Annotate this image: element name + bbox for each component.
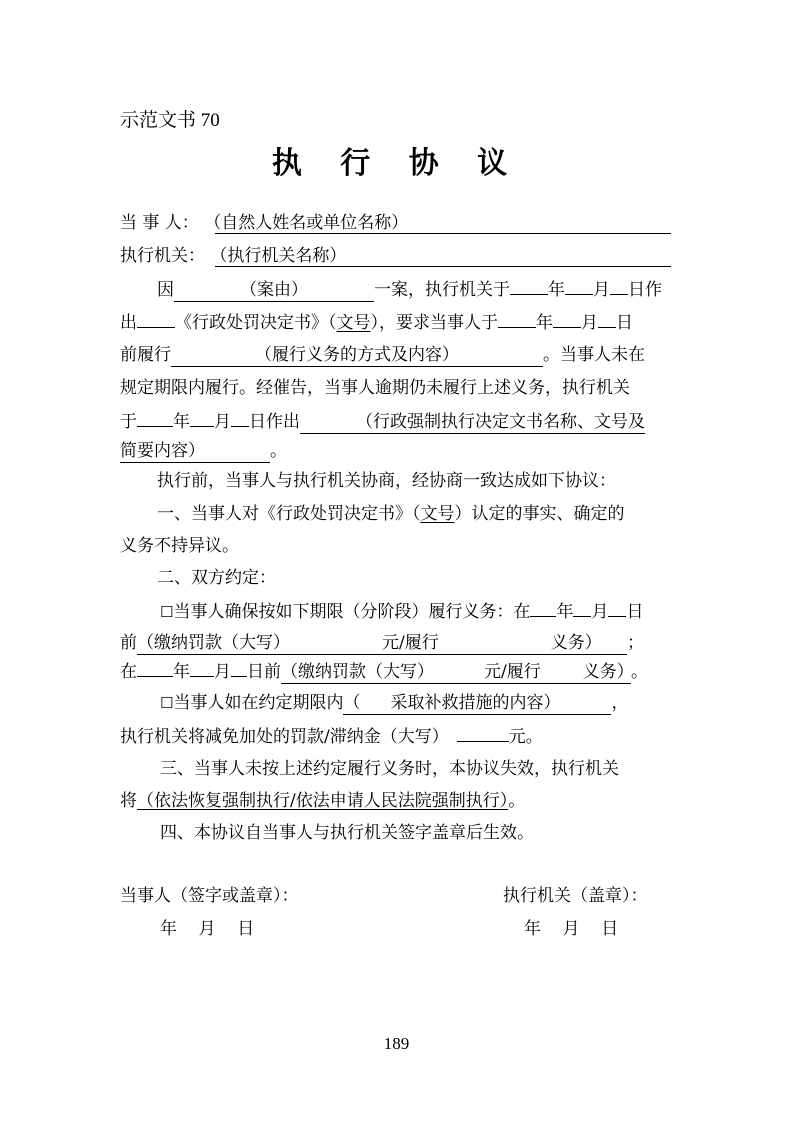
blank (231, 660, 247, 677)
p5-text: 。 (631, 662, 648, 682)
obligation-label: 义务） (582, 662, 634, 682)
blank (553, 311, 581, 328)
org-signature-label: 执行机关（盖章）： (503, 886, 648, 906)
party-date: 年 月 日 (160, 919, 255, 939)
p5-line3 (120, 660, 648, 684)
blank (457, 725, 509, 742)
p1-text: 因 (157, 280, 174, 300)
p5-text: 在 (120, 662, 137, 682)
p1-text: 日作出 (249, 412, 300, 432)
p1-text: 出 (120, 313, 137, 333)
p1-text: 一案，执行机关于 (374, 280, 510, 300)
p1-line4: 规定期限内履行。经催告，当事人逾期仍未履行上述义务，执行机关 (120, 378, 630, 398)
p1-text: 《行政处罚决定书》（ (175, 313, 337, 333)
p8-text: 四、本协议自当事人与执行机关签字盖章后生效。 (160, 823, 534, 843)
p1-line2 (120, 311, 633, 334)
p1-text: 。 (270, 441, 287, 461)
p5-text: 前 (120, 633, 137, 653)
p1-text: 于 (120, 412, 137, 432)
p1-line5 (120, 410, 645, 434)
p3-text: ）认定的事实、确定的 (454, 504, 625, 524)
enforcement-option: （依法恢复强制执行/依法申请人民法院强制执行） (137, 791, 509, 811)
p5-text: 当事人确保按如下期限（分阶段）履行义务：在 (173, 602, 531, 622)
remedy-open: （ (343, 693, 361, 713)
doc-number: 文号 (420, 504, 455, 524)
p1-text: 日 (616, 313, 633, 333)
obligation-content: （履行义务的方式及内容） (171, 344, 543, 367)
p7-text: 。 (508, 791, 526, 811)
p6-text: 当事人如在约定期限内 (173, 693, 344, 713)
page-number: 189 (383, 1034, 410, 1053)
blank (598, 311, 616, 328)
case-reason: （案由） (174, 279, 374, 302)
blank (137, 311, 175, 328)
org-line (120, 245, 346, 267)
org-date: 年 月 日 (524, 919, 619, 939)
p5-text: 日前 (247, 662, 281, 682)
blank (231, 410, 249, 427)
enforcement-doc-info-cont: 简要内容） (120, 440, 270, 463)
enforcement-doc-info: （行政强制执行决定文书名称、文号及 (300, 411, 645, 434)
p1-text: 年 (536, 313, 553, 333)
blank (608, 600, 626, 617)
p1-text: 月 (581, 313, 598, 333)
p1-text: ），要求当事人于 (370, 313, 498, 333)
party-label: 当 事 人： (120, 213, 199, 233)
blank (137, 410, 173, 427)
checkbox-icon[interactable]: ☐ (160, 694, 174, 712)
p1-text: 年 (548, 280, 565, 300)
blank (498, 311, 536, 328)
doc-number: 文号 (336, 313, 371, 333)
p1-text: 日作 (628, 280, 662, 300)
blank (190, 660, 214, 677)
document-title: 执 行 协 议 (271, 146, 522, 181)
p1-text: 月 (214, 412, 231, 432)
p1-text: 年 (173, 412, 190, 432)
p7-line1: 三、当事人未按上述约定履行义务时，本协议失效，执行机关 (160, 759, 619, 779)
p1-line6 (120, 440, 287, 463)
org-label: 执行机关： (120, 246, 205, 266)
blank (137, 660, 173, 677)
party-signature-label: 当事人（签字或盖章）： (120, 886, 299, 906)
p5-text: 月 (214, 662, 231, 682)
p3-line1 (157, 503, 625, 525)
org-underline (215, 266, 671, 267)
p3-line2: 义务不持异议。 (120, 536, 239, 556)
fine-amount: （缴纳罚款（大写） (137, 633, 290, 653)
party-underline (215, 233, 671, 234)
p5-text: 月 (591, 602, 609, 622)
p5-line1 (160, 600, 643, 623)
blank (530, 600, 556, 617)
p4-text: 二、双方约定： (157, 568, 276, 588)
p1-line1 (157, 278, 662, 302)
p6-text: 执行机关将减免加处的罚款/滞纳金（大写） (120, 727, 449, 747)
perform-label: 元/履行 (484, 662, 541, 682)
p5-text: 年 (173, 662, 190, 682)
p6-line1 (160, 692, 628, 715)
p5-text: 日 (626, 602, 644, 622)
perform-label: 元/履行 (382, 633, 439, 653)
p1-text: 。当事人未在 (543, 345, 645, 365)
party-line (120, 212, 408, 234)
blank (510, 278, 548, 295)
blank (610, 278, 628, 295)
blank (565, 278, 593, 295)
checkbox-icon[interactable]: ☐ (160, 603, 174, 621)
org-value: （执行机关名称） (210, 246, 347, 266)
p5-text: ； (627, 633, 644, 653)
p6-line2 (120, 725, 543, 748)
p3-text: 一、当事人对《行政处罚决定书》（ (157, 504, 421, 524)
fine-amount: （缴纳罚款（大写） (281, 662, 434, 682)
p1-text: 月 (593, 280, 610, 300)
obligation-label: 义务） (550, 633, 602, 653)
p5-line2 (120, 632, 644, 655)
p1-text: 前履行 (120, 345, 171, 365)
blank (573, 600, 591, 617)
blank (190, 410, 214, 427)
sample-label: 示范文书 70 (120, 110, 220, 131)
p6-text: ， (611, 693, 629, 713)
p1-line3 (120, 344, 645, 367)
p7-line2 (120, 790, 525, 812)
p5-text: 年 (556, 602, 574, 622)
remedy-content: 采取补救措施的内容） (390, 693, 561, 713)
p6-text: 元。 (508, 727, 543, 747)
party-value: （自然人姓名或单位名称） (204, 213, 409, 233)
p2-text: 执行前，当事人与执行机关协商，经协商一致达成如下协议： (157, 471, 616, 491)
p7-text: 将 (120, 791, 137, 811)
